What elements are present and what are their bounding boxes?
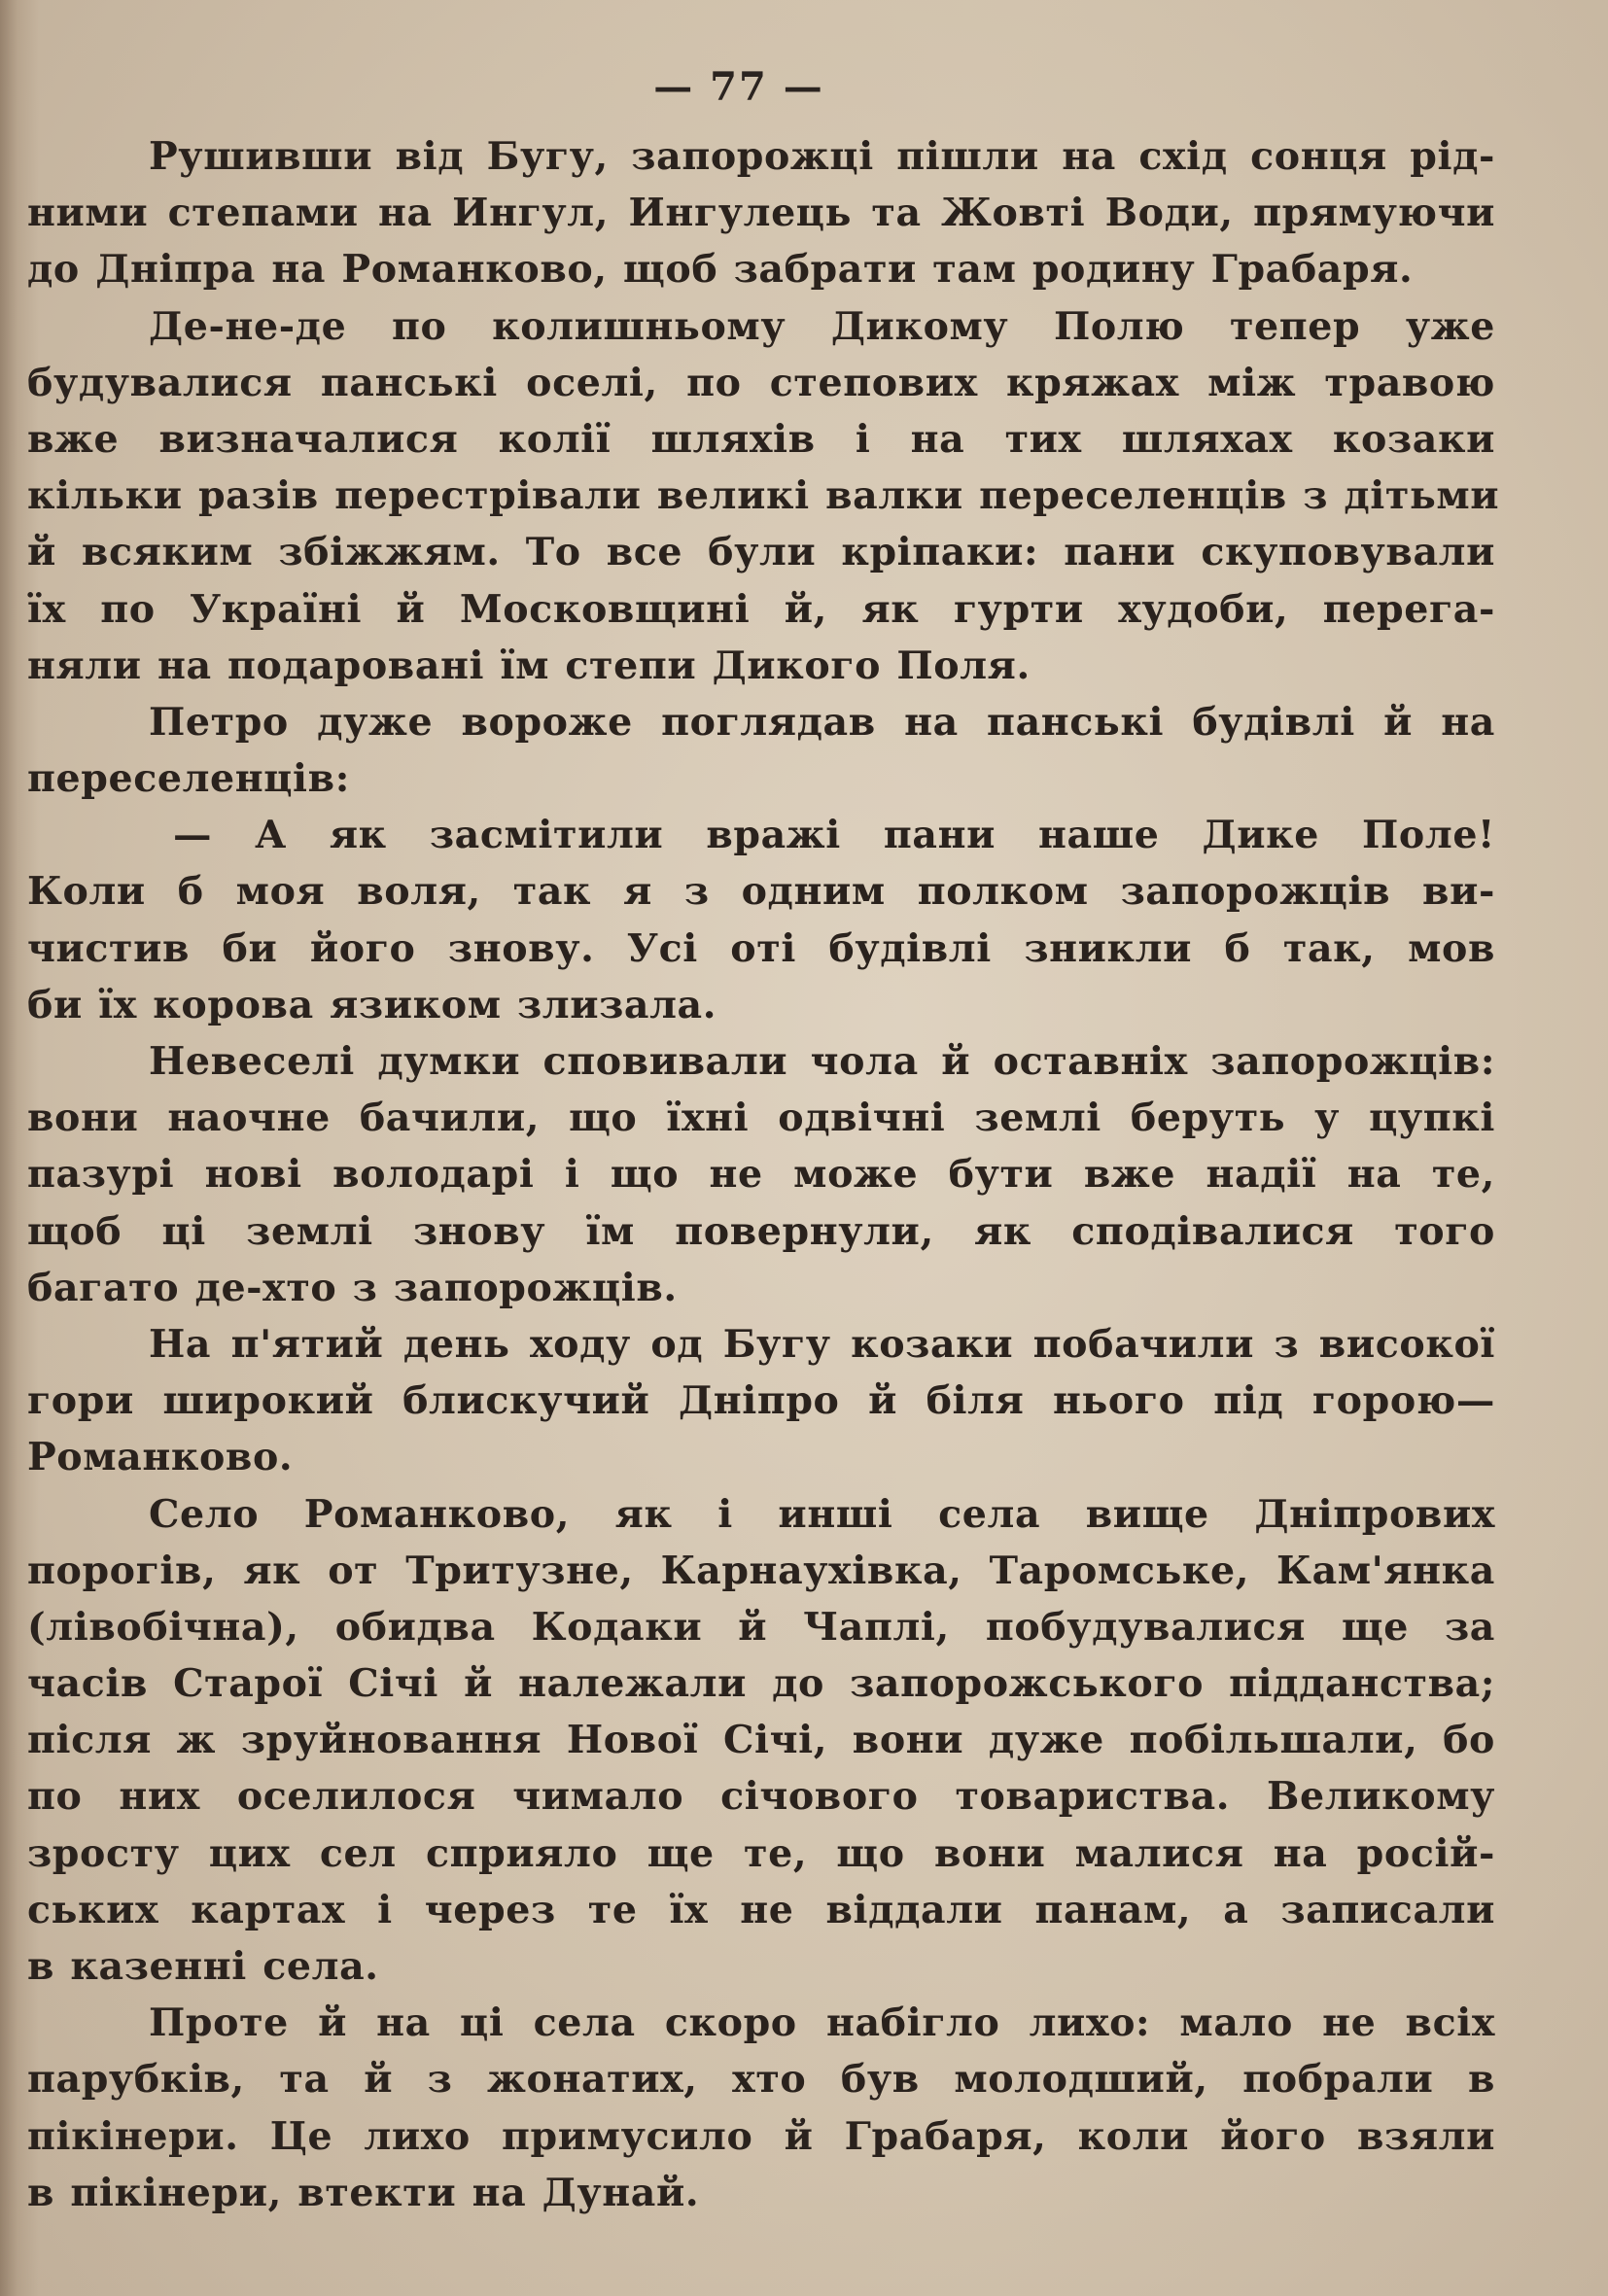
text-line: Де-не-де по колишньому Дикому Полю тепер уже	[149, 303, 1495, 349]
text-line: багато де-хто з запорожців.	[27, 1265, 678, 1310]
text-line: щоб ці землі знову їм повернули, як сподівалися того	[27, 1208, 1495, 1254]
text-line: вони наочне бачили, що їхні одвічні землі беруть у цупкі	[27, 1096, 1495, 1141]
body-text	[27, 128, 1500, 2221]
text-line: би їх корова язиком злизала.	[27, 982, 717, 1027]
text-line: На п'ятий день ходу од Бугу козаки побачили з високої	[149, 1321, 1495, 1367]
text-line: пазурі нові володарі і що не може бути вже надії на те,	[27, 1152, 1495, 1198]
text-line: в казенні села.	[27, 1944, 379, 1989]
text-line: гори широкий блискучий Дніпро й біля нього під горою—	[27, 1378, 1495, 1424]
text-line: порогів, як от Тритузне, Карнаухівка, Таромське, Кам'янка	[27, 1548, 1495, 1593]
text-line: зросту цих сел сприяло ще те, що вони малися на росій-	[27, 1830, 1495, 1876]
text-line: пікінери. Це лихо примусило й Грабаря, коли його взяли	[27, 2113, 1495, 2159]
text-line: Коли б моя воля, так я з одним полком запорожців ви-	[27, 869, 1495, 915]
text-line: кільки разів перестрівали великі валки переселенців з дітьми	[27, 473, 1500, 519]
page-number: — 77 —	[653, 64, 824, 110]
text-line: ських картах і через те їх не віддали панам, а записали	[27, 1887, 1495, 1932]
text-line: Село Романково, як і инші села вище Дніпрових	[149, 1491, 1495, 1537]
text-line: часів Старої Січі й належали до запорожського підданства;	[27, 1661, 1495, 1707]
text-line: й всяким збіжжям. То все були кріпаки: пани скуповували	[27, 530, 1495, 575]
text-line: Романково.	[27, 1435, 294, 1480]
text-line: вже визначалися колії шляхів і на тих шляхах козаки	[27, 416, 1495, 462]
text-line: після ж зруйновання Нової Січі, вони дуже побільшали, бо	[27, 1718, 1495, 1763]
text-line: їх по Україні й Московщині й, як гурти худоби, перега-	[27, 586, 1495, 632]
text-line: Проте й на ці села скоро набігло лихо: мало не всіх	[149, 2000, 1495, 2046]
text-line: Рушивши від Бугу, запорожці пішли на схід сонця рід-	[149, 134, 1495, 179]
text-line: будувалися панські оселі, по степових кряжах між травою	[27, 360, 1495, 405]
text-line: парубків, та й з жонатих, хто був молодший, побрали в	[27, 2057, 1495, 2103]
text-line: чистив би його знову. Усі оті будівлі зникли б так, мов	[27, 925, 1495, 971]
text-line: няли на подаровані їм степи Дикого Поля.	[27, 643, 1031, 688]
text-line: переселенців:	[27, 756, 350, 802]
text-line: Петро дуже вороже поглядав на панські будівлі й на	[149, 699, 1495, 745]
text-line: до Дніпра на Романково, щоб забрати там родину Грабаря.	[27, 247, 1414, 293]
text-line: по них оселилося чимало січового товариства. Великому	[27, 1774, 1495, 1820]
text-line: — А як засмітили вражі пани наше Дике Поле!	[173, 813, 1495, 858]
text-line: (лівобічна), обидва Кодаки й Чаплі, побудувалися ще за	[27, 1604, 1495, 1650]
text-line: ними степами на Ингул, Ингулець та Жовті Води, прямуючи	[27, 191, 1495, 236]
text-line: в пікінери, втекти на Дунай.	[27, 2170, 700, 2215]
text-line: Невеселі думки сповивали чола й оставніх запорожців:	[149, 1039, 1495, 1084]
